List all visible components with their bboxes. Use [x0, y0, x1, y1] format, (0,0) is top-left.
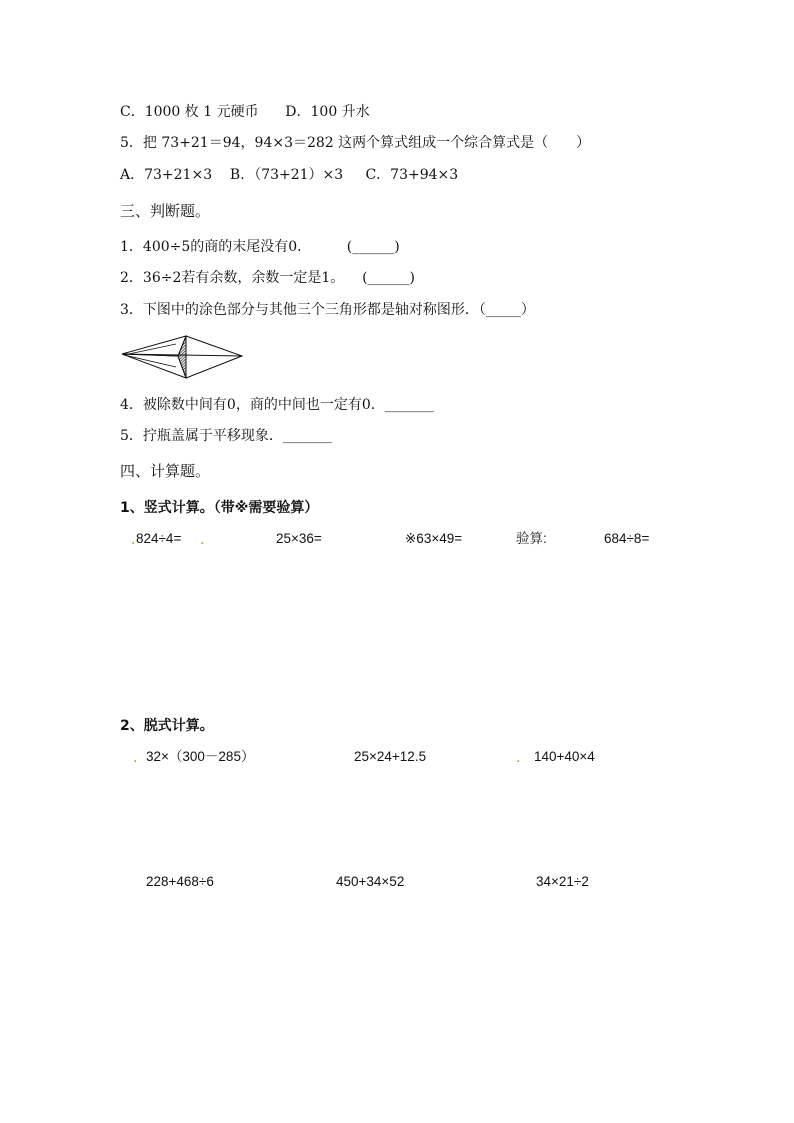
mark-dot: . — [133, 750, 138, 766]
step-calc-1: 32×（300－285） — [146, 749, 255, 764]
q5-options: A．73+21×3 B．（73+21）×3 C．73+94×3 — [120, 167, 459, 183]
step-calc-3: 140+40×4 — [534, 749, 595, 764]
step-calc-5: 450+34×52 — [336, 874, 405, 889]
verify-label: 验算: — [516, 531, 547, 546]
judge-item-3: 3．下图中的涂色部分与其他三个三角形都是轴对称图形．（_____） — [120, 302, 535, 318]
step-calc-4: 228+468÷6 — [146, 874, 214, 889]
judge-item-4: 4．被除数中间有0，商的中间也一定有0．_______ — [120, 397, 434, 413]
section-4-title: 四、计算题。 — [120, 462, 211, 480]
vertical-calc-2: 25×36= — [276, 531, 322, 546]
vertical-calc-3: ※63×49= — [405, 531, 463, 546]
shaded-triangle — [178, 336, 186, 378]
judge-item-1: 1．400÷5的商的末尾没有0． (______) — [120, 239, 400, 255]
vertical-calc-4: 684÷8= — [604, 531, 650, 546]
section-3-title: 三、判断题。 — [120, 202, 211, 220]
judge-item-5: 5．拧瓶盖属于平移现象．_______ — [120, 428, 332, 444]
step-calc-6: 34×21÷2 — [536, 874, 589, 889]
q5-text: 5．把 73+21＝94，94×3＝282 这两个算式组成一个综合算式是（ ） — [120, 135, 591, 151]
sub-2-title: 2、脱式计算。 — [120, 718, 214, 734]
q4-options-cd: C．1000 枚 1 元硬币 D．100 升水 — [120, 104, 370, 120]
kite-figure — [120, 328, 244, 384]
step-calc-2: 25×24+12.5 — [354, 749, 427, 764]
sub-1-title: 1、竖式计算。（带※需要验算） — [120, 500, 319, 516]
mark-dot: . — [131, 532, 136, 548]
judge-item-2: 2．36÷2若有余数，余数一定是1。 (______) — [120, 270, 415, 286]
vertical-calc-1: 824÷4= — [136, 531, 182, 546]
mark-dot: . — [516, 750, 521, 766]
mark-dot: . — [200, 532, 205, 548]
triangle-bottom — [122, 354, 186, 378]
triangle-right — [186, 336, 242, 378]
